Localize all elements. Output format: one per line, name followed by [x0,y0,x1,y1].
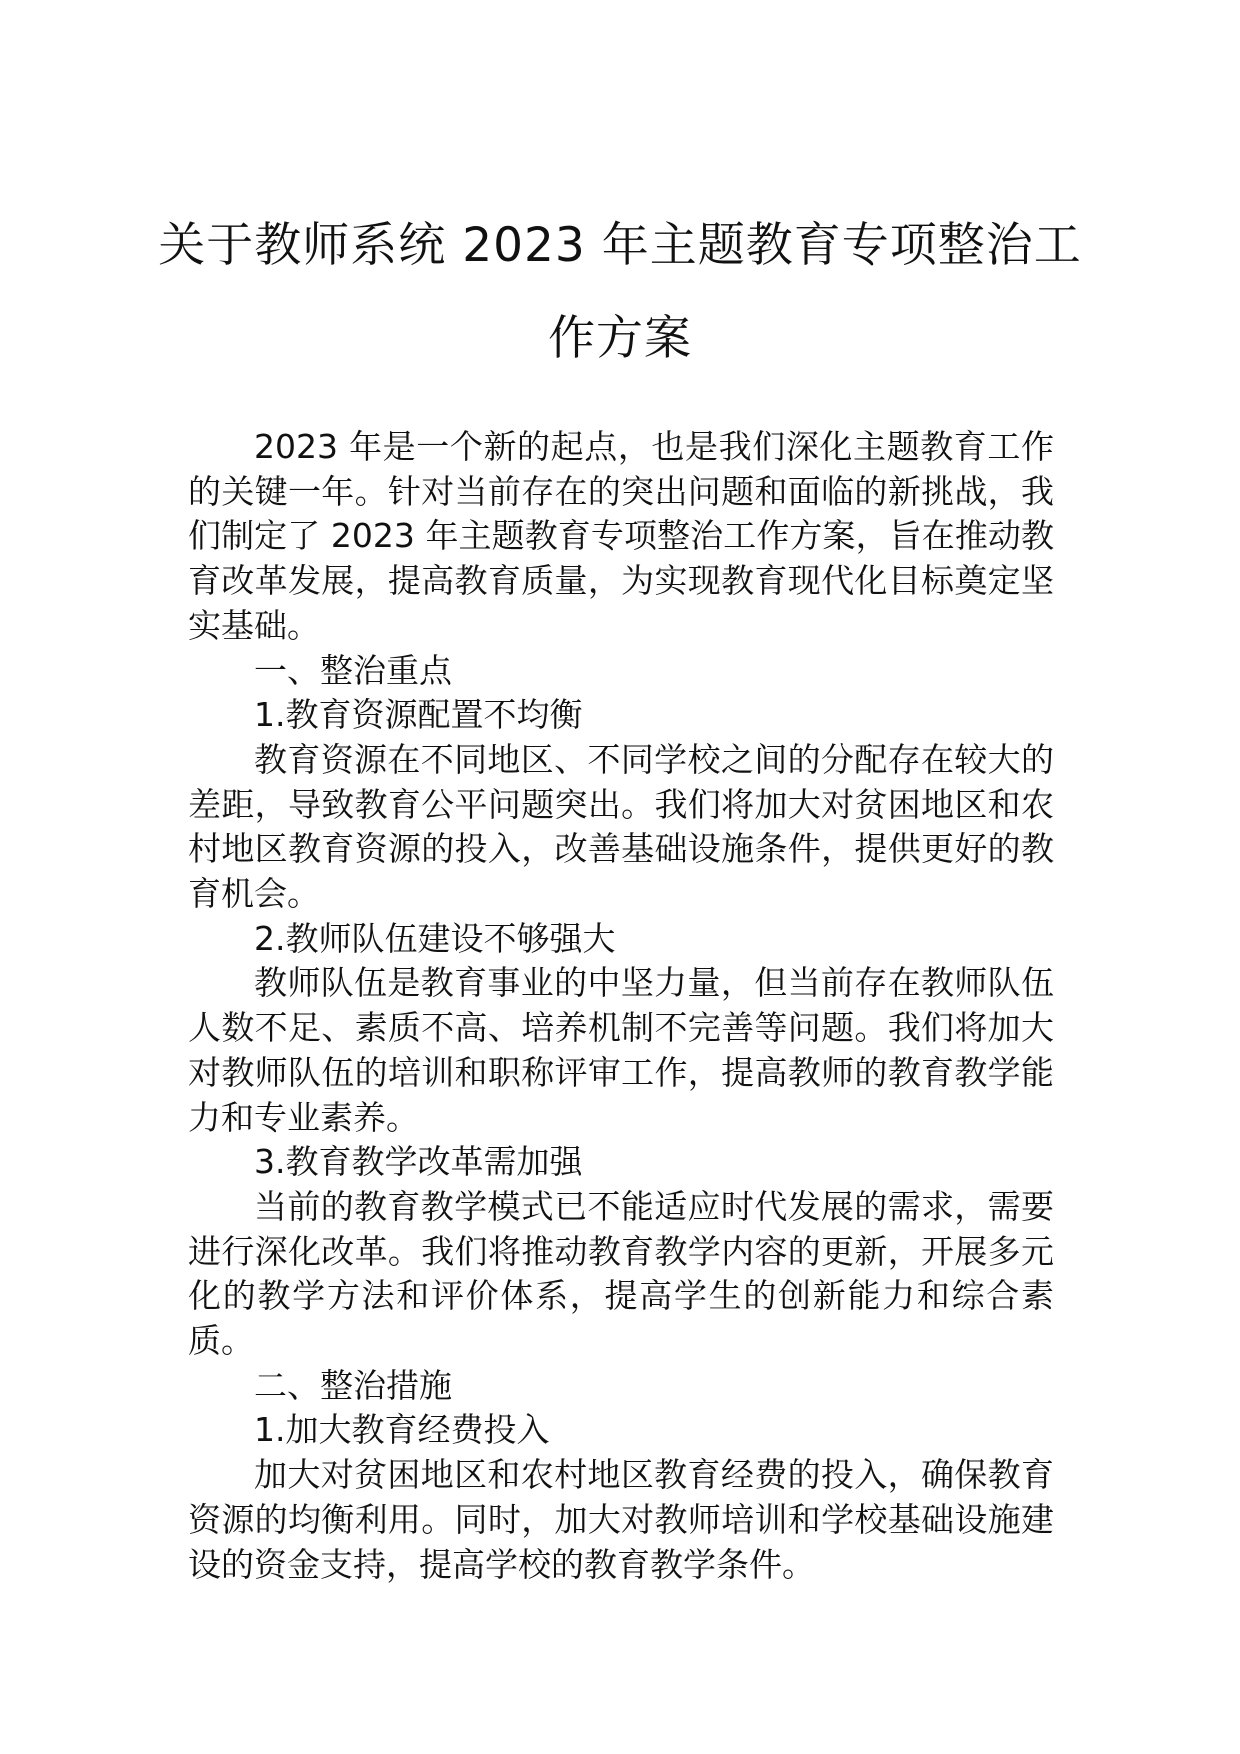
item-heading: 1.加大教育经费投入 [254,1410,550,1450]
item-paragraph: 当前的教育教学模式已不能适应时代发展的需求，需要进行深化改革。我们将推动教育教学内容的更新，开展多元化的教学方法和评价体系，提高学生的创新能力和综合素质。 [188,1186,1054,1361]
item-paragraph: 加大对贫困地区和农村地区教育经费的投入，确保教育资源的均衡利用。同时，加大对教师培训和学校基础设施建设的资金支持，提高学校的教育教学条件。 [188,1455,1054,1584]
document-title-line-1: 关于教师系统 2023 年主题教育专项整治工 [158,218,1082,273]
section-heading-1: 一、整治重点 [254,650,452,690]
item-heading: 2.教师队伍建设不够强大 [254,918,616,958]
intro-paragraph: 2023 年是一个新的起点，也是我们深化主题教育工作的关键一年。针对当前存在的突出问题和面临的新挑战，我们制定了 2023 年主题教育专项整治工作方案，旨在推动教育改革发展，提高教育质量，为实现教育现代化目标奠定坚实基础。 [188,427,1054,645]
document-title-line-2: 作方案 [548,311,692,366]
item-heading: 3.教育教学改革需加强 [254,1142,583,1182]
section-heading-2: 二、整治措施 [254,1365,452,1405]
item-heading: 1.教育资源配置不均衡 [254,695,583,735]
item-paragraph: 教师队伍是教育事业的中坚力量，但当前存在教师队伍人数不足、素质不高、培养机制不完善等问题。我们将加大对教师队伍的培训和职称评审工作，提高教师的教育教学能力和专业素养。 [188,963,1054,1137]
item-paragraph: 教育资源在不同地区、不同学校之间的分配存在较大的差距，导致教育公平问题突出。我们将加大对贫困地区和农村地区教育资源的投入，改善基础设施条件，提供更好的教育机会。 [188,739,1054,914]
document-body [188,425,1054,1587]
